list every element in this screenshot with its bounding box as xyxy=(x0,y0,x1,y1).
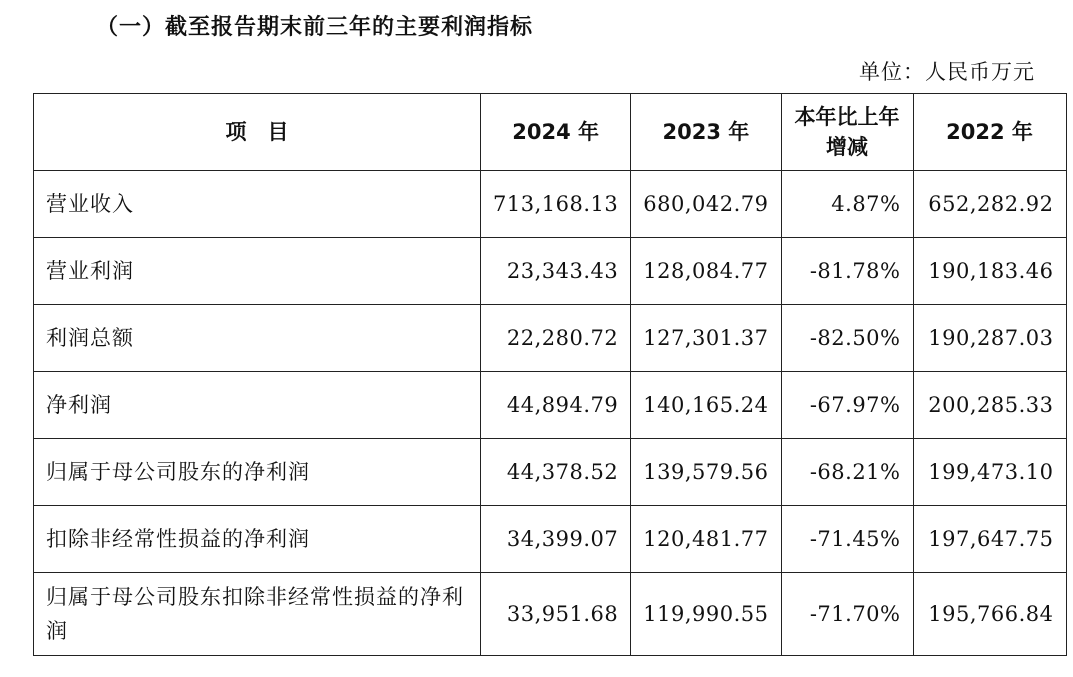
value-change: -81.78% xyxy=(781,238,913,305)
value-2022: 200,285.33 xyxy=(913,372,1066,439)
value-2023: 128,084.77 xyxy=(631,238,781,305)
value-2024: 713,168.13 xyxy=(481,171,631,238)
value-2022: 195,766.84 xyxy=(913,573,1066,656)
row-label: 营业利润 xyxy=(34,238,481,305)
table-row xyxy=(34,573,1067,656)
value-change: 4.87% xyxy=(781,171,913,238)
table-row xyxy=(34,372,1067,439)
value-change: -71.70% xyxy=(781,573,913,656)
header-change: 本年比上年增减 xyxy=(781,94,913,171)
value-2022: 199,473.10 xyxy=(913,439,1066,506)
value-2022: 190,183.46 xyxy=(913,238,1066,305)
value-change: -71.45% xyxy=(781,506,913,573)
header-2022: 2022 年 xyxy=(913,94,1066,171)
table-header-row xyxy=(34,94,1067,171)
value-2024: 22,280.72 xyxy=(481,305,631,372)
row-label: 扣除非经常性损益的净利润 xyxy=(34,506,481,573)
header-2024: 2024 年 xyxy=(481,94,631,171)
row-label: 利润总额 xyxy=(34,305,481,372)
value-change: -68.21% xyxy=(781,439,913,506)
value-2022: 190,287.03 xyxy=(913,305,1066,372)
value-2023: 140,165.24 xyxy=(631,372,781,439)
value-2024: 33,951.68 xyxy=(481,573,631,656)
row-label: 营业收入 xyxy=(34,171,481,238)
value-change: -82.50% xyxy=(781,305,913,372)
table-row xyxy=(34,238,1067,305)
value-2024: 44,378.52 xyxy=(481,439,631,506)
row-label: 净利润 xyxy=(34,372,481,439)
profit-indicators-table xyxy=(33,93,1067,656)
value-2024: 44,894.79 xyxy=(481,372,631,439)
value-2023: 139,579.56 xyxy=(631,439,781,506)
value-2024: 23,343.43 xyxy=(481,238,631,305)
row-label: 归属于母公司股东扣除非经常性损益的净利润 xyxy=(34,573,481,656)
table-row xyxy=(34,171,1067,238)
row-label: 归属于母公司股东的净利润 xyxy=(34,439,481,506)
unit-label: 单位：人民币万元 xyxy=(859,60,1035,84)
header-item: 项 目 xyxy=(34,94,481,171)
value-2024: 34,399.07 xyxy=(481,506,631,573)
value-2023: 119,990.55 xyxy=(631,573,781,656)
value-2022: 652,282.92 xyxy=(913,171,1066,238)
value-2022: 197,647.75 xyxy=(913,506,1066,573)
value-2023: 127,301.37 xyxy=(631,305,781,372)
value-2023: 680,042.79 xyxy=(631,171,781,238)
table-row xyxy=(34,305,1067,372)
value-change: -67.97% xyxy=(781,372,913,439)
section-title: （一）截至报告期末前三年的主要利润指标 xyxy=(96,15,534,40)
header-2023: 2023 年 xyxy=(631,94,781,171)
value-2023: 120,481.77 xyxy=(631,506,781,573)
table-row xyxy=(34,506,1067,573)
table-row xyxy=(34,439,1067,506)
